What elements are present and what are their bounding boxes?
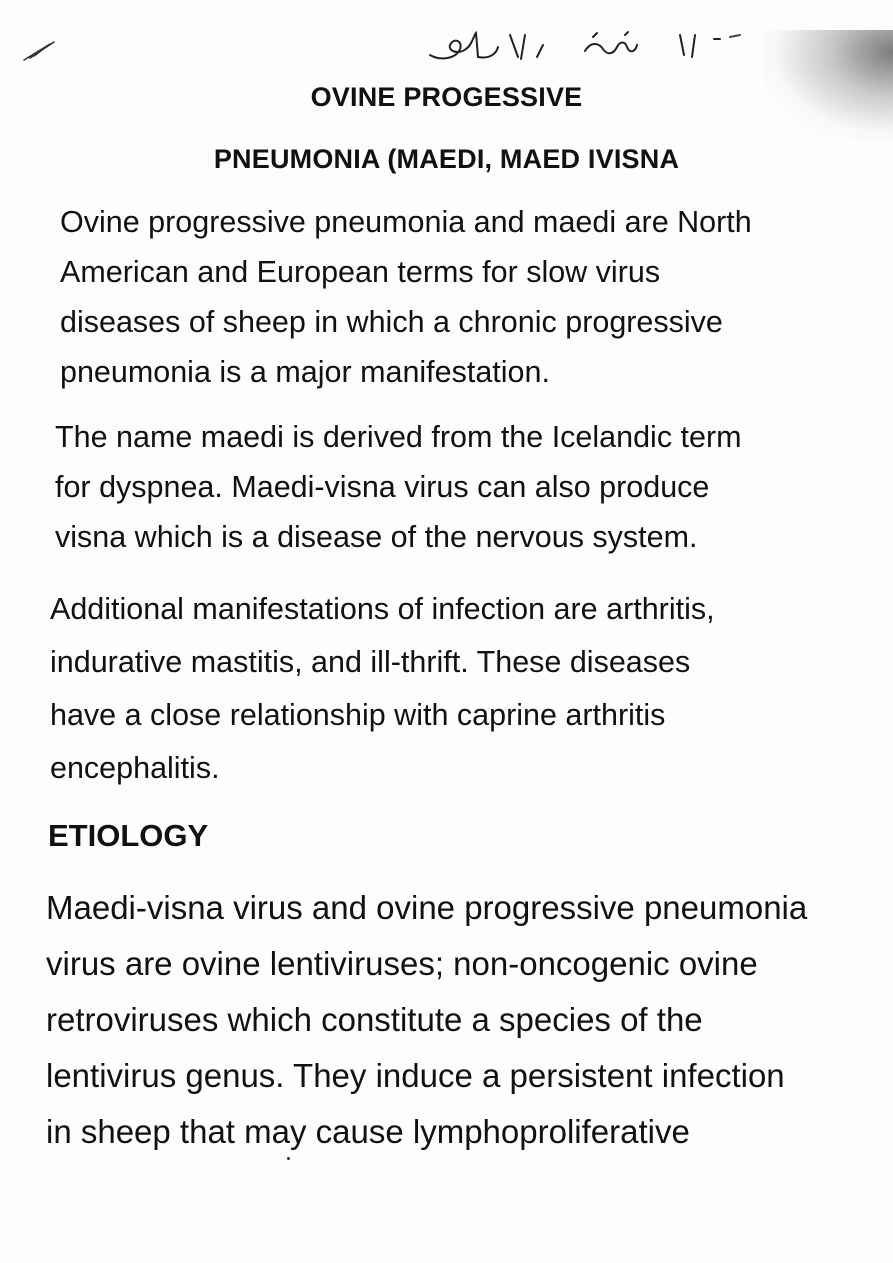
text-line: indurative mastitis, and ill-thrift. These diseases — [50, 645, 691, 679]
paragraph-definition — [60, 197, 752, 397]
paragraph-etiology — [46, 880, 807, 1160]
text-line: visna which is a disease of the nervous system. — [55, 520, 698, 554]
scan-speck — [287, 1157, 290, 1160]
paragraph-name-origin — [55, 412, 742, 562]
paragraph-manifestations — [50, 583, 715, 795]
text-line: lentivirus genus. They induce a persistent infection — [46, 1057, 785, 1094]
text-line: for dyspnea. Maedi-visna virus can also produce — [55, 470, 710, 504]
text-line: in sheep that may cause lymphoproliferative — [46, 1113, 690, 1150]
document-title-line-1: OVINE PROGESSIVE — [310, 82, 583, 112]
text-line: pneumonia is a major manifestation. — [60, 355, 550, 389]
text-line: retroviruses which constitute a species of the — [46, 1001, 703, 1038]
pen-mark-icon — [20, 38, 60, 64]
text-line: Additional manifestations of infection are arthritis, — [50, 592, 715, 626]
text-line: encephalitis. — [50, 751, 220, 785]
text-line: American and European terms for slow virus — [60, 255, 661, 289]
text-line: virus are ovine lentiviruses; non-oncogenic ovine — [46, 945, 758, 982]
text-line: The name maedi is derived from the Icelandic term — [55, 420, 742, 454]
text-line: have a close relationship with caprine arthritis — [50, 698, 666, 732]
text-line: diseases of sheep in which a chronic progressive — [60, 305, 723, 339]
text-line: Ovine progressive pneumonia and maedi are North — [60, 205, 752, 239]
section-heading-etiology: ETIOLOGY — [48, 818, 209, 853]
document-title-line-2: PNEUMONIA (MAEDI, MAED IVISNA — [213, 144, 680, 174]
handwritten-date — [425, 25, 755, 75]
text-line: Maedi-visna virus and ovine progressive pneumonia — [46, 889, 808, 926]
